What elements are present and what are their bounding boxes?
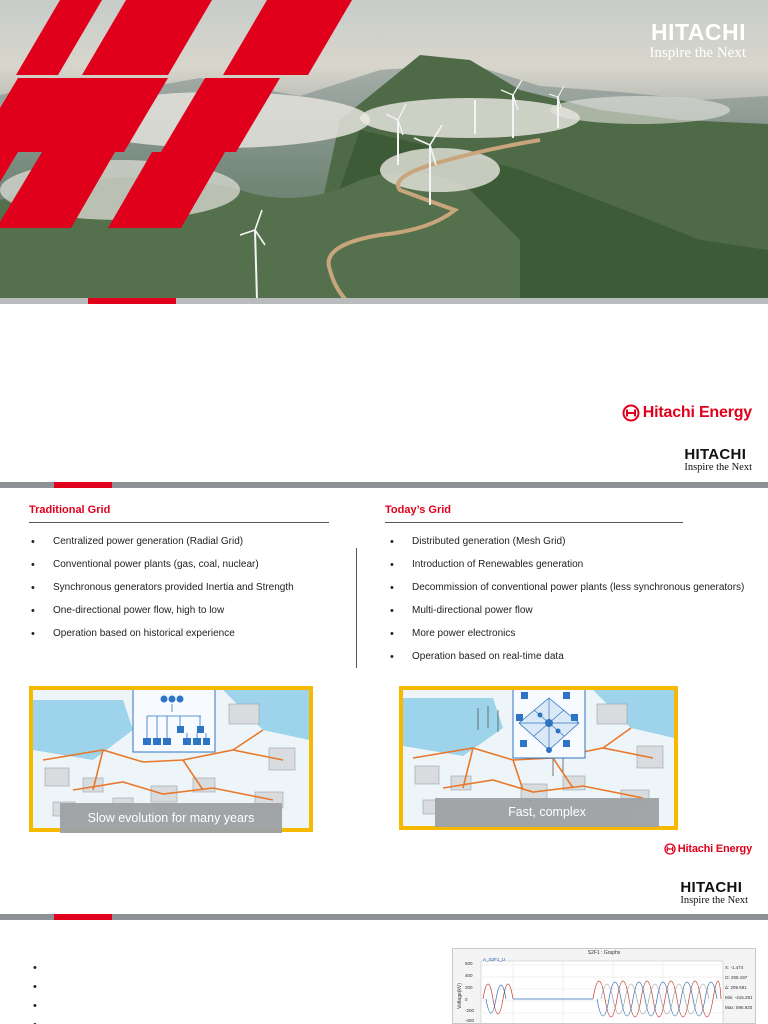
hero-accent-bar (0, 298, 768, 304)
column-separator (356, 548, 357, 668)
hitachi-energy-mark-icon (664, 843, 676, 855)
list-item: • Multi-directional power flow (390, 605, 744, 628)
graph-readout: Min: -415.281 (725, 995, 753, 1000)
list-item: • Distributed generation (Mesh Grid) (390, 536, 744, 559)
todays-grid-title: Today’s Grid (385, 504, 452, 516)
todays-grid-list (390, 536, 744, 674)
list-item: • Decommission of conventional power plants (less synchronous generators) (390, 582, 744, 605)
list-item: • Operation based on real-time data (390, 651, 744, 674)
list-item: • Centralized power generation (Radial Grid) (31, 536, 294, 559)
title-rule (29, 522, 329, 523)
graph-readout: Δ: 209.591 (725, 985, 747, 990)
hitachi-logo (649, 20, 746, 62)
graph-title: S2F1 : Graphs (587, 950, 621, 956)
list-item: • One-directional power flow, high to low (31, 605, 294, 628)
list-item (33, 1019, 55, 1024)
y-tick-label: -200 (465, 1008, 475, 1013)
voltage-graph (452, 948, 756, 1024)
y-tick-label: 200 (465, 985, 473, 990)
list-item: • More power electronics (390, 628, 744, 651)
y-tick-label: 600 (465, 961, 473, 966)
title-rule (385, 522, 683, 523)
brand-name: HITACHI (680, 879, 743, 896)
todays-grid-caption: Fast, complex (435, 798, 659, 827)
brand-tagline: Inspire the Next (684, 462, 752, 473)
slide3-bullet-list (33, 962, 55, 1024)
graph-readout: Max: 596.920 (725, 1005, 753, 1010)
traditional-grid-list (31, 536, 294, 651)
graph-readout: X: -1.474 (725, 965, 744, 970)
hitachi-logo-slide3 (680, 880, 748, 907)
hitachi-energy-wordmark: Hitachi Energy (677, 843, 752, 855)
hitachi-logo-slide2 (684, 447, 752, 474)
y-tick-label: 0 (465, 997, 468, 1002)
traditional-grid-title: Traditional Grid (29, 504, 111, 516)
graph-legend: A_S2F1_U (483, 957, 506, 962)
hitachi-energy-logo-small (664, 843, 752, 855)
hitachi-energy-logo (622, 404, 752, 422)
hitachi-energy-mark-icon (622, 404, 640, 422)
list-item (33, 981, 55, 1000)
graph-y-axis-label: Voltage(kV) (456, 983, 463, 1009)
list-item: • Introduction of Renewables generation (390, 559, 744, 582)
traditional-grid-caption: Slow evolution for many years (60, 803, 282, 833)
list-item (33, 962, 55, 981)
hitachi-energy-wordmark: Hitachi Energy (642, 404, 752, 421)
y-tick-label: -400 (465, 1018, 475, 1023)
y-tick-label: 400 (465, 973, 473, 978)
brand-tagline: Inspire the Next (649, 45, 746, 61)
hero-image (0, 0, 768, 304)
list-item: • Conventional power plants (gas, coal, nuclear) (31, 559, 294, 582)
slide-divider (0, 914, 768, 920)
list-item: • Operation based on historical experience (31, 628, 294, 651)
list-item: • Synchronous generators provided Inertia and Strength (31, 582, 294, 605)
slide-divider (0, 482, 768, 488)
brand-name: HITACHI (650, 19, 746, 45)
brand-name: HITACHI (684, 446, 747, 463)
list-item (33, 1000, 55, 1019)
graph-readout: O: 208.197 (725, 975, 748, 980)
brand-tagline: Inspire the Next (680, 895, 748, 906)
